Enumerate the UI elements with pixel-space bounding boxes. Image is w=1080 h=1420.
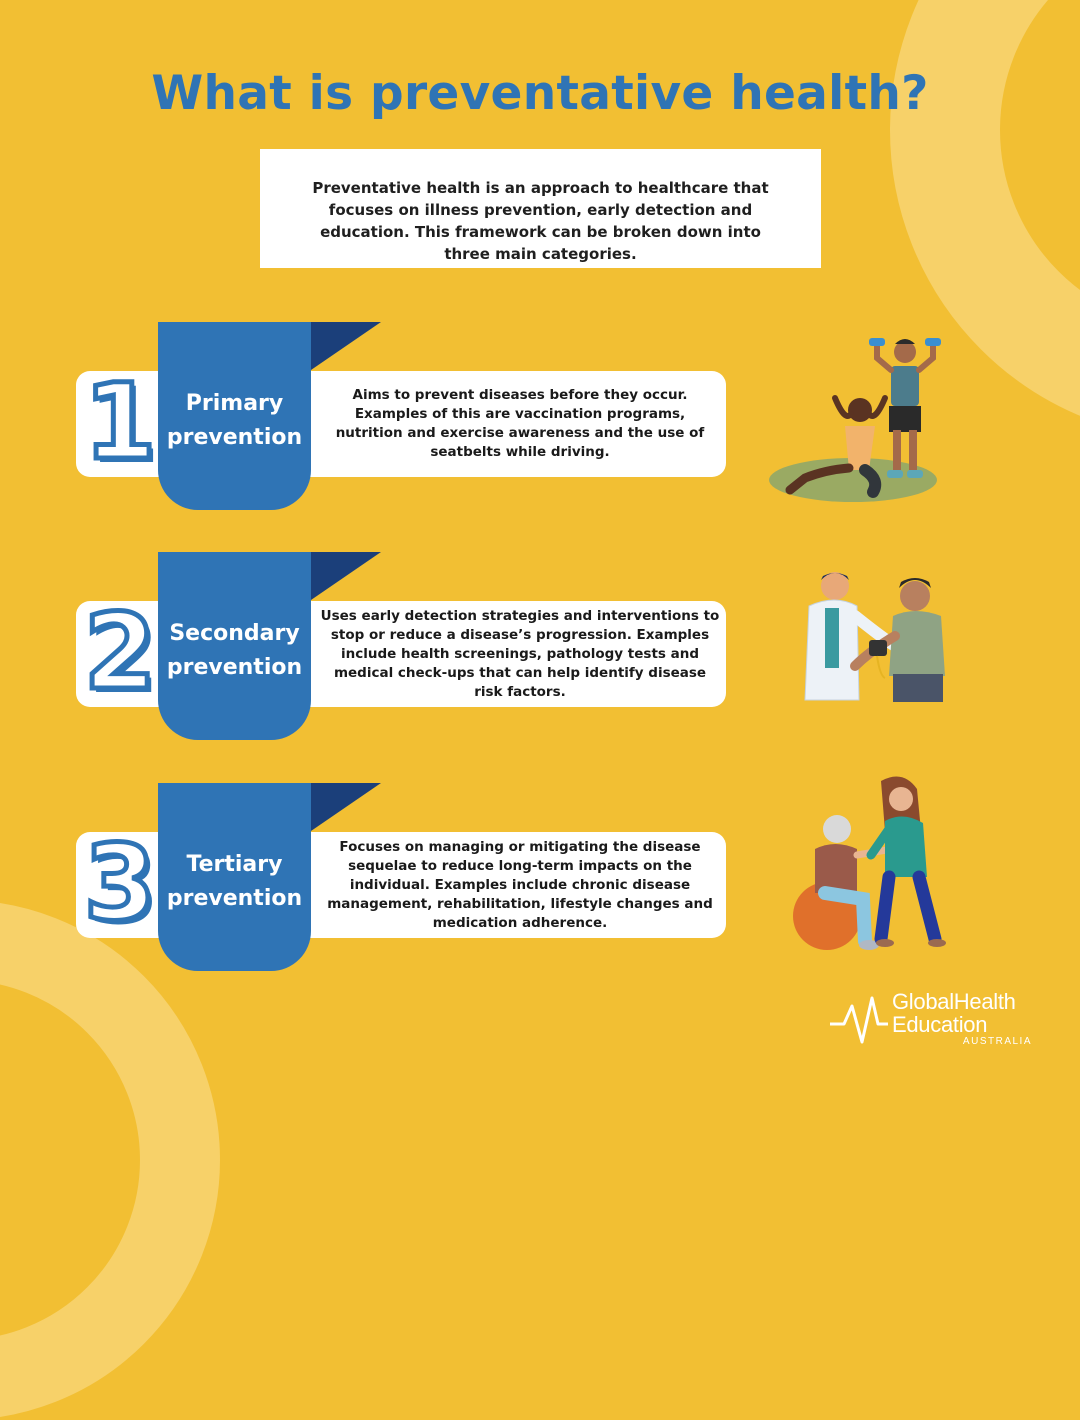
category-title-line2: prevention <box>166 886 303 911</box>
category-secondary <box>0 552 1080 752</box>
category-title <box>167 607 302 685</box>
category-tab <box>158 552 311 740</box>
heartbeat-icon <box>828 992 890 1048</box>
logo-line3: AUSTRALIA <box>962 1036 1032 1047</box>
category-number-3: 3 <box>83 822 157 944</box>
nurse-assisting-elderly-patient-illustration <box>785 771 955 961</box>
doctor-checking-blood-pressure-illustration <box>785 566 965 706</box>
category-description: Aims to prevent diseases before they occur. Examples of this are vaccination programs, nutrition and exercise awareness and the use of seatbelts while driving. <box>335 387 705 460</box>
tab-fold <box>311 322 381 370</box>
category-number-2: 2 <box>83 591 157 713</box>
page-title: What is preventative health? <box>151 66 929 121</box>
category-tab <box>158 322 311 510</box>
category-title-line1: Primary <box>185 391 284 416</box>
category-tab <box>158 783 311 971</box>
logo-line2: Education <box>892 1012 988 1037</box>
category-tertiary <box>0 783 1080 983</box>
category-description: Focuses on managing or mitigating the disease sequelae to reduce long-term impacts on the individual. Examples include chronic disease management, rehabilitation, lifestyle changes and medication adherence. <box>327 838 713 931</box>
tab-fold <box>311 783 381 831</box>
category-title <box>167 838 302 916</box>
category-title-line2: prevention <box>166 425 303 450</box>
category-title-line1: Secondary <box>169 621 300 646</box>
tab-fold <box>311 552 381 600</box>
people-exercising-illustration <box>765 330 945 505</box>
brand-logo <box>828 990 1038 1050</box>
logo-text <box>892 990 1032 1048</box>
category-primary <box>0 322 1080 522</box>
category-description: Uses early detection strategies and interventions to stop or reduce a disease’s progression. Examples include health screenings, pathology tests and medical check-ups that can help identify disease risk factors. <box>320 607 720 700</box>
logo-line1: GlobalHealth <box>892 989 1016 1014</box>
intro-box: Preventative health is an approach to healthcare that focuses on illness prevention, early detection and education. This framework can be broken down into three main categories. <box>260 149 821 268</box>
category-title-line1: Tertiary <box>186 852 283 877</box>
category-title <box>167 377 302 455</box>
category-title-line2: prevention <box>166 655 303 680</box>
category-number-1: 1 <box>83 361 157 483</box>
